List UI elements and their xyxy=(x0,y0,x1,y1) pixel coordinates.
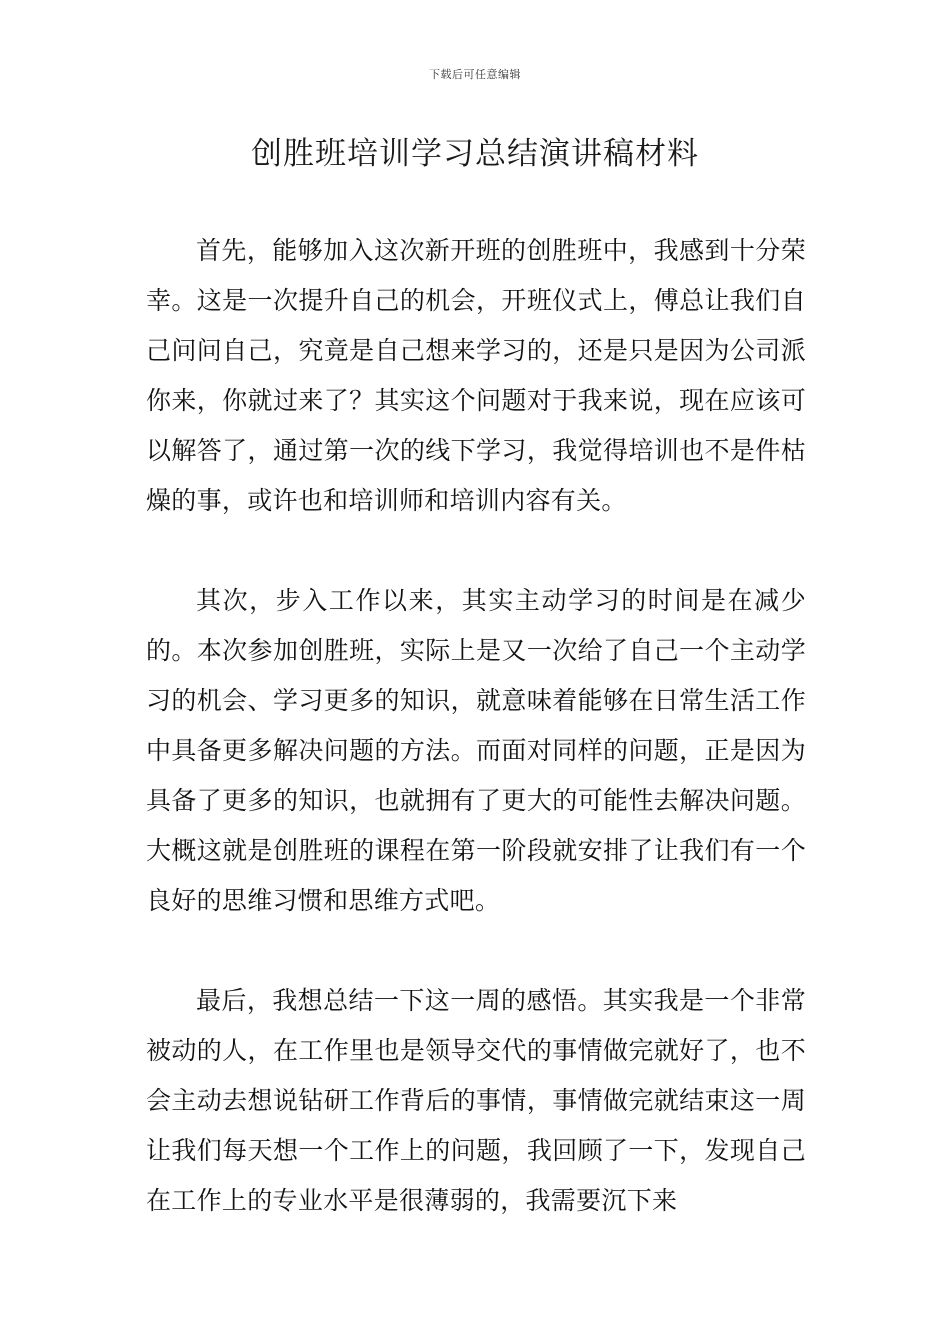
document-title: 创胜班培训学习总结演讲稿材料 xyxy=(251,136,699,172)
paragraph-1: 首先，能够加入这次新开班的创胜班中，我感到十分荣幸。这是一次提升自己的机会，开班仪式上，傅总让我们自己问问自己，究竟是自己想来学习的，还是只是因为公司派你来，你就过来了？其实这个问题对于我来说，现在应该可以解答了，通过第一次的线下学习，我觉得培训也不是件枯燥的事，或许也和培训师和培训内容有关。 xyxy=(146,236,806,515)
document-body xyxy=(146,226,806,1226)
header-note: 下载后可任意编辑 xyxy=(429,68,521,81)
paragraph-2: 其次，步入工作以来，其实主动学习的时间是在减少的。本次参加创胜班，实际上是又一次给了自己一个主动学习的机会、学习更多的知识，就意味着能够在日常生活工作中具备更多解决问题的方法。而面对同样的问题，正是因为具备了更多的知识，也就拥有了更大的可能性去解决问题。大概这就是创胜班的课程在第一阶段就安排了让我们有一个良好的思维习惯和思维方式吧。 xyxy=(146,586,806,915)
paragraph-3: 最后，我想总结一下这一周的感悟。其实我是一个非常被动的人，在工作里也是领导交代的事情做完就好了，也不会主动去想说钻研工作背后的事情，事情做完就结束这一周让我们每天想一个工作上的问题，我回顾了一下，发现自己在工作上的专业水平是很薄弱的，我需要沉下来 xyxy=(146,986,806,1215)
